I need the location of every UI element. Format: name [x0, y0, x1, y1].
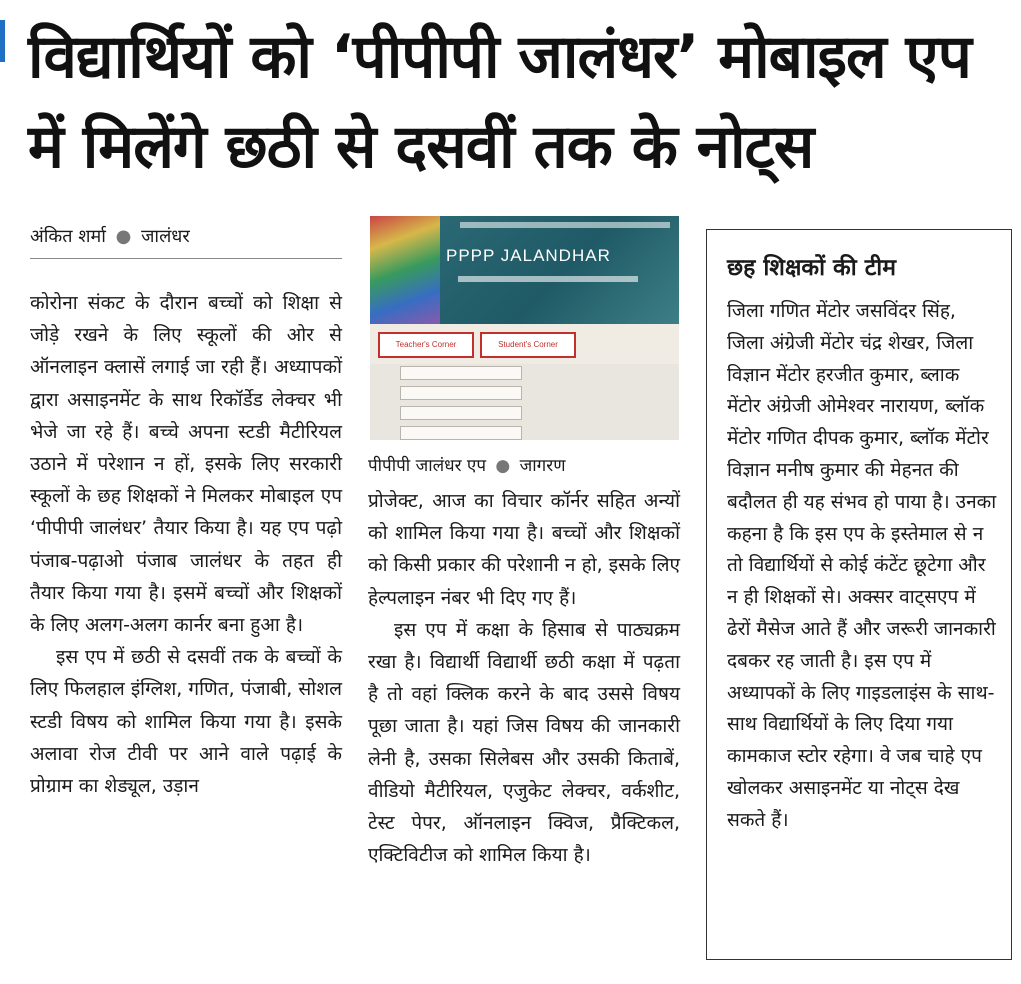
photo-form: [400, 366, 520, 440]
app-screenshot-photo: [370, 216, 679, 440]
article-column-2: [368, 485, 680, 871]
photo-caption: [368, 452, 680, 480]
byline-author: अंकित शर्मा: [30, 226, 106, 247]
caption-credit: जागरण: [519, 456, 566, 476]
paragraph: इस एप में कक्षा के हिसाब से पाठ्यक्रम रखा है। विद्यार्थी विद्यार्थी छठी कक्षा में पढ़ता है तो वहां क्लिक करने के बाद उससे विषय पूछा जाता है। यहां जिस विषय की जानकारी लेनी है, उसका सिलेबस और उसकी किताबें, वीडियो मैटीरियल, एजुकेट लेक्चर, वर्कशीट, टेस्ट पेपर, ऑनलाइन क्विज, प्रैक्टिकल, एक्टिविटीज को शामिल किया है।: [368, 618, 680, 867]
sidebar-body: जिला गणित मेंटोर जसविंदर सिंह, जिला अंग्रेजी मेंटोर चंद्र शेखर, जिला विज्ञान मेंटोर हरजीत कुमार, ब्लाक मेंटोर अंग्रेजी ओमेश्वर नारायण, ब्लॉक मेंटोर गणित दीपक कुमार, ब्लॉक मेंटोर विज्ञान मनीष कुमार की मेहनत की बदौलत ही यह संभव हो पाया है। उनका कहना है कि इस एप के इस्तेमाल से न तो विद्यार्थियों से कोई कंटेंट छूटेगा और न ही शिक्षकों से। अक्सर वाट्सएप में ढेरों मैसेज आते हैं और जरूरी जानकारी दबकर रह जाती है। इस एप में अध्यापकों के लिए गाइडलाइंस के साथ-साथ विद्यार्थियों के लिए दिया गया कामकाज स्टोर रहेगा। वे जब चाहे एप खोलकर असाइनमेंट या नोट्स देख सकते हैं।: [727, 300, 997, 831]
bullet-dot-icon: ●: [115, 226, 132, 247]
pencils-graphic: [370, 216, 440, 324]
caption-title: पीपीपी जालंधर एप: [368, 456, 486, 476]
accent-bar: [0, 20, 5, 62]
student-corner-button: Student's Corner: [480, 332, 576, 358]
sidebar-box: [706, 229, 1012, 960]
photo-form-field: [400, 426, 522, 440]
app-tagline-bar: [458, 276, 638, 282]
teacher-corner-button: Teacher's Corner: [378, 332, 474, 358]
bullet-dot-icon: ●: [495, 456, 511, 476]
article-column-1: [30, 287, 342, 802]
byline-place: जालंधर: [141, 226, 190, 247]
paragraph: कोरोना संकट के दौरान बच्चों को शिक्षा से जोड़े रखने के लिए स्कूलों की ओर से ऑनलाइन क्लासें लगाई जा रही हैं। अध्यापकों द्वारा असाइनमेंट के साथ रिकॉर्डेड लेक्चर भी भेजे जा रहे हैं। बच्चे अपना स्टडी मैटीरियल उठाने में परेशान न हों, इसके लिए सरकारी स्कूलों के छह शिक्षकों ने मिलकर मोबाइल एप ‘पीपीपी जालंधर’ तैयार किया है। यह एप पढ़ो पंजाब-पढ़ाओ पंजाब जालंधर के तहत ही तैयार किया गया है। इसमें बच्चों और शिक्षकों के लिए अलग-अलग कार्नर बना हुआ है।: [30, 292, 342, 637]
sidebar-title: छह शिक्षकों की टीम: [727, 255, 896, 281]
headline: विद्यार्थियों को ‘पीपीपी जालंधर’ मोबाइल एप में मिलेंगे छठी से दसवीं तक के नोट्स: [28, 22, 971, 182]
photo-form-field: [400, 366, 522, 380]
photo-form-field: [400, 386, 522, 400]
paragraph: इस एप में छठी से दसवीं तक के बच्चों के लिए फिलहाल इंग्लिश, गणित, पंजाबी, सोशल स्टडी विषय को शामिल किया गया है। इसके अलावा रोज टीवी पर आने वाले पढ़ाई के प्रोग्राम का शेड्यूल, उड़ान: [30, 646, 342, 798]
paragraph: प्रोजेक्ट, आज का विचार कॉर्नर सहित अन्यों को शामिल किया गया है। बच्चों और शिक्षकों को किसी प्रकार की परेशानी न हो, इसके लिए हेल्पलाइन नंबर भी दिए गए हैं।: [368, 490, 680, 609]
byline: [30, 224, 342, 259]
photo-nav-bar: [460, 222, 670, 228]
app-logo-text: PPPP JALANDHAR: [446, 246, 611, 265]
photo-form-field: [400, 406, 522, 420]
